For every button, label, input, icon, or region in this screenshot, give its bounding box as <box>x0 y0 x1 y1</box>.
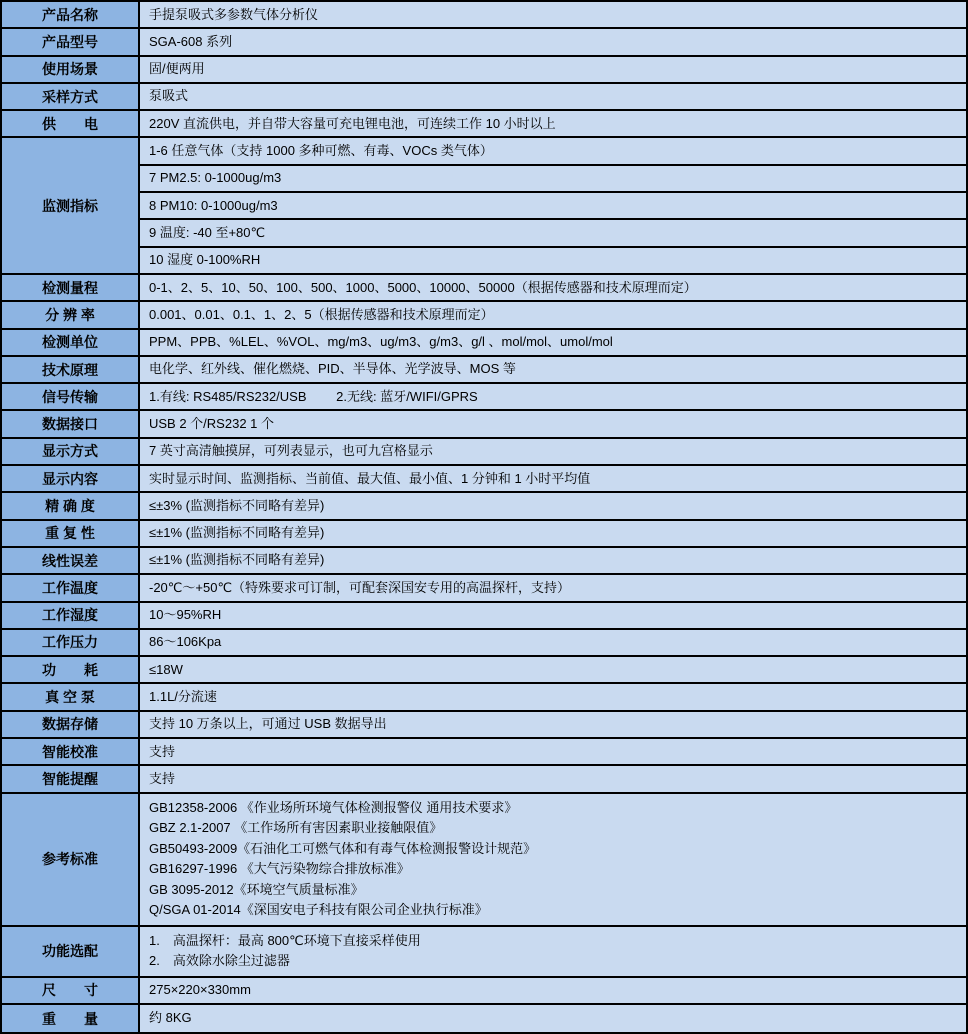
row-power-supply <box>2 111 966 138</box>
row-smart-calibration <box>2 739 966 766</box>
row-monitoring-indicators-label: 监测指标 <box>2 138 140 273</box>
row-monitoring-indicators-value-3: 8 PM10: 0-1000ug/m3 <box>140 193 966 220</box>
row-data-storage-label: 数据存储 <box>2 712 140 737</box>
row-repeatability-label: 重 复 性 <box>2 521 140 546</box>
row-working-humidity-label: 工作湿度 <box>2 603 140 628</box>
row-power-supply-label: 供 电 <box>2 111 140 136</box>
row-sampling-method <box>2 84 966 111</box>
row-repeatability-value: ≤±1% (监测指标不同略有差异) <box>140 521 966 546</box>
row-smart-calibration-label: 智能校准 <box>2 739 140 764</box>
row-monitoring-indicators-value-1: 1-6 任意气体（支持 1000 多种可燃、有毒、VOCs 类气体） <box>140 138 966 165</box>
row-working-pressure <box>2 630 966 657</box>
row-weight <box>2 1005 966 1032</box>
row-data-interface <box>2 411 966 438</box>
row-reference-standards-value <box>140 794 966 925</box>
row-accuracy-label: 精 确 度 <box>2 493 140 518</box>
row-data-storage <box>2 712 966 739</box>
row-working-humidity-value: 10～95%RH <box>140 603 966 628</box>
row-reference-standards-line-1: GB12358-2006 《作业场所环境气体检测报警仪 通用技术要求》 <box>149 799 518 815</box>
row-reference-standards-line-2: GBZ 2.1-2007 《工作场所有害因素职业接触限值》 <box>149 820 443 836</box>
row-vacuum-pump <box>2 684 966 711</box>
row-reference-standards-label: 参考标准 <box>2 794 140 925</box>
row-repeatability <box>2 521 966 548</box>
row-display-content-value: 实时显示时间、监测指标、当前值、最大值、最小值、1 分钟和 1 小时平均值 <box>140 466 966 491</box>
row-optional-features-line-1: 1. 高温探杆：最高 800℃环境下直接采样使用 <box>149 932 421 948</box>
row-product-name-value: 手提泵吸式多参数气体分析仪 <box>140 2 966 27</box>
row-product-name <box>2 2 966 29</box>
row-working-temperature-label: 工作温度 <box>2 575 140 600</box>
row-data-interface-value: USB 2 个/RS232 1 个 <box>140 411 966 436</box>
row-smart-reminder-label: 智能提醒 <box>2 766 140 791</box>
row-monitoring-indicators-value-2: 7 PM2.5: 0-1000ug/m3 <box>140 166 966 193</box>
row-reference-standards <box>2 794 966 927</box>
row-accuracy-value: ≤±3% (监测指标不同略有差异) <box>140 493 966 518</box>
row-product-name-label: 产品名称 <box>2 2 140 27</box>
row-reference-standards-line-4: GB16297-1996 《大气污染物综合排放标准》 <box>149 861 410 877</box>
row-optional-features-value <box>140 927 966 976</box>
row-smart-calibration-value: 支持 <box>140 739 966 764</box>
row-usage-scenario-label: 使用场景 <box>2 57 140 82</box>
row-monitoring-indicators-value-5: 10 湿度 0-100%RH <box>140 248 966 273</box>
row-display-mode-label: 显示方式 <box>2 439 140 464</box>
row-technical-principle <box>2 357 966 384</box>
row-power-consumption <box>2 657 966 684</box>
row-optional-features <box>2 927 966 978</box>
row-reference-standards-line-5: GB 3095-2012《环境空气质量标准》 <box>149 881 364 897</box>
row-usage-scenario-value: 固/便两用 <box>140 57 966 82</box>
row-technical-principle-label: 技术原理 <box>2 357 140 382</box>
row-working-pressure-value: 86～106Kpa <box>140 630 966 655</box>
row-monitoring-indicators-value-4: 9 温度: -40 至+80℃ <box>140 220 966 247</box>
row-smart-reminder <box>2 766 966 793</box>
row-power-consumption-label: 功 耗 <box>2 657 140 682</box>
row-detection-range <box>2 275 966 302</box>
row-product-model-value: SGA-608 系列 <box>140 29 966 54</box>
row-detection-range-label: 检测量程 <box>2 275 140 300</box>
row-power-supply-value: 220V 直流供电，并自带大容量可充电锂电池，可连续工作 10 小时以上 <box>140 111 966 136</box>
row-data-interface-label: 数据接口 <box>2 411 140 436</box>
row-working-humidity <box>2 603 966 630</box>
row-display-content <box>2 466 966 493</box>
row-working-temperature-value: -20℃～+50℃（特殊要求可订制，可配套深国安专用的高温探杆，支持） <box>140 575 966 600</box>
row-working-temperature <box>2 575 966 602</box>
row-resolution-value: 0.001、0.01、0.1、1、2、5（根据传感器和技术原理而定） <box>140 302 966 327</box>
row-usage-scenario <box>2 57 966 84</box>
row-dimensions-value: 275×220×330mm <box>140 978 966 1003</box>
row-signal-transmission-value: 1.有线: RS485/RS232/USB 2.无线: 蓝牙/WIFI/GPRS <box>140 384 966 409</box>
row-power-consumption-value: ≤18W <box>140 657 966 682</box>
row-data-storage-value: 支持 10 万条以上，可通过 USB 数据导出 <box>140 712 966 737</box>
row-reference-standards-line-3: GB50493-2009《石油化工可燃气体和有毒气体检测报警设计规范》 <box>149 840 537 856</box>
row-vacuum-pump-label: 真 空 泵 <box>2 684 140 709</box>
row-dimensions <box>2 978 966 1005</box>
row-monitoring-indicators <box>2 138 966 275</box>
row-working-pressure-label: 工作压力 <box>2 630 140 655</box>
row-technical-principle-value: 电化学、红外线、催化燃烧、PID、半导体、光学波导、MOS 等 <box>140 357 966 382</box>
row-linearity-error-label: 线性误差 <box>2 548 140 573</box>
row-monitoring-indicators-values <box>140 138 966 273</box>
row-reference-standards-line-6: Q/SGA 01-2014《深国安电子科技有限公司企业执行标准》 <box>149 902 488 918</box>
row-signal-transmission-label: 信号传输 <box>2 384 140 409</box>
row-sampling-method-value: 泵吸式 <box>140 84 966 109</box>
row-display-mode-value: 7 英寸高清触摸屏，可列表显示，也可九宫格显示 <box>140 439 966 464</box>
row-linearity-error <box>2 548 966 575</box>
row-detection-range-value: 0-1、2、5、10、50、100、500、1000、5000、10000、50000（根据传感器和技术原理而定） <box>140 275 966 300</box>
row-dimensions-label: 尺 寸 <box>2 978 140 1003</box>
row-signal-transmission <box>2 384 966 411</box>
row-resolution <box>2 302 966 329</box>
row-product-model <box>2 29 966 56</box>
row-weight-label: 重 量 <box>2 1005 140 1032</box>
row-optional-features-label: 功能选配 <box>2 927 140 976</box>
row-weight-value: 约 8KG <box>140 1005 966 1032</box>
row-product-model-label: 产品型号 <box>2 29 140 54</box>
row-display-content-label: 显示内容 <box>2 466 140 491</box>
row-linearity-error-value: ≤±1% (监测指标不同略有差异) <box>140 548 966 573</box>
row-accuracy <box>2 493 966 520</box>
row-optional-features-line-2: 2. 高效除水除尘过滤器 <box>149 953 290 969</box>
row-smart-reminder-value: 支持 <box>140 766 966 791</box>
row-detection-unit-label: 检测单位 <box>2 330 140 355</box>
row-resolution-label: 分 辨 率 <box>2 302 140 327</box>
row-detection-unit-value: PPM、PPB、%LEL、%VOL、mg/m3、ug/m3、g/m3、g/l 、mol/mol、umol/mol <box>140 330 966 355</box>
row-detection-unit <box>2 330 966 357</box>
row-vacuum-pump-value: 1.1L/分流速 <box>140 684 966 709</box>
row-display-mode <box>2 439 966 466</box>
row-sampling-method-label: 采样方式 <box>2 84 140 109</box>
